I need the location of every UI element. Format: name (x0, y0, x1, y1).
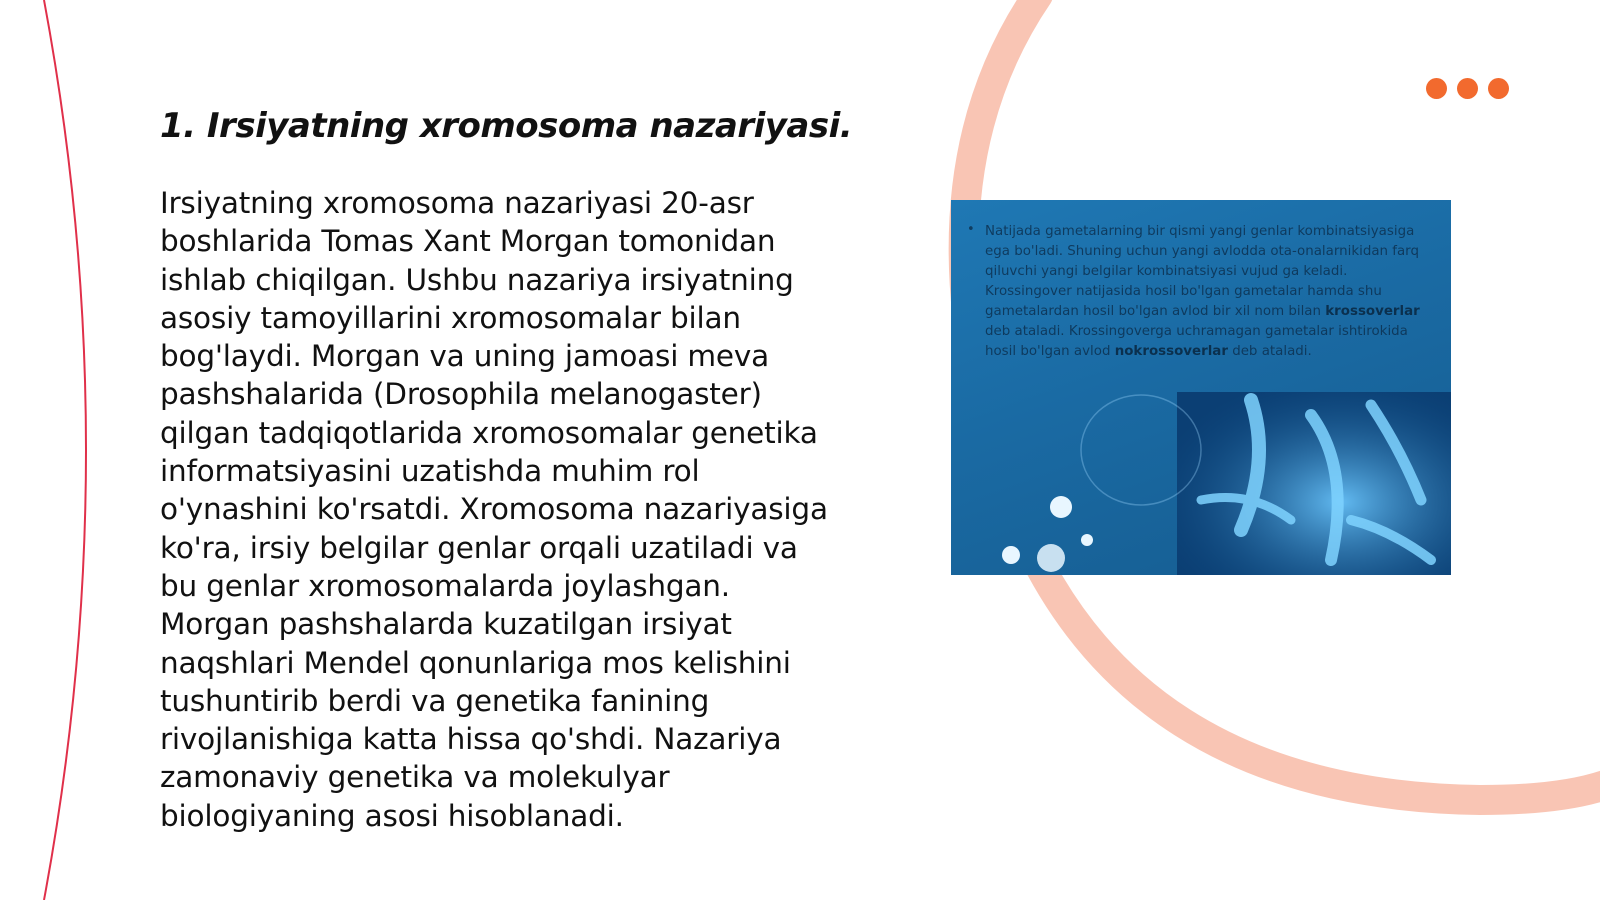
bubble (1081, 534, 1093, 546)
embedded-bullet: • (967, 222, 975, 237)
three-dots-icon (1426, 78, 1509, 99)
left-accent-line (44, 0, 86, 900)
bubble (1050, 496, 1072, 518)
dot-icon (1488, 78, 1509, 99)
chromosome-image (951, 200, 1451, 575)
bubble (1037, 544, 1065, 572)
slide-body-text: Irsiyatning xromosoma nazariyasi 20-asr boshlarida Tomas Xant Morgan tomonidan ishlab chiqilgan. Ushbu nazariya irsiyatning asosiy tamoyillarini xromosomalar bilan bog'laydi. Morgan va uning jamoasi meva pashshalarida (Drosophila melanogaster) qilgan tadqiqotlarida xromosomalar genetika informatsiyasini uzatishda muhim rol o'ynashini ko'rsatdi. Xromosoma nazariyasiga ko'ra, irsiy belgilar genlar orqali uzatiladi va bu genlar xromosomalarda joylashgan. Morgan pashshalarda kuzatilgan irsiyat naqshlari Mendel qonunlariga mos kelishini tushuntirib berdi va genetika fanining rivojlanishiga katta hissa qo'shdi. Nazariya zamonaviy genetika va molekulyar biologiyaning asosi hisoblanadi. (160, 186, 828, 833)
dot-icon (1426, 78, 1447, 99)
molecule-bubbles (1002, 496, 1093, 572)
slide-title: 1. Irsiyatning xromosoma nazariyasi. (160, 106, 853, 146)
bubble (1002, 546, 1020, 564)
embedded-image-text: Natijada gametalarning bir qismi yangi genlar kombinatsiyasiga ega bo'ladi. Shuning uchun yangi avlodda ota-onalarnikidan farq qiluvchi yangi belgilar kombinatsiyasi vujud ga keladi. Krossingover natijasida hosil bo'lgan gametalar hamda shu gametalardan hosil bo'lgan avlod bir xil nom bilan krossoverlar deb ataladi. Krossingoverga uchramagan gametalar ishtirokida hosil bo'lgan avlod nokrossoverlar deb ataladi. (985, 224, 1420, 359)
dot-icon (1457, 78, 1478, 99)
